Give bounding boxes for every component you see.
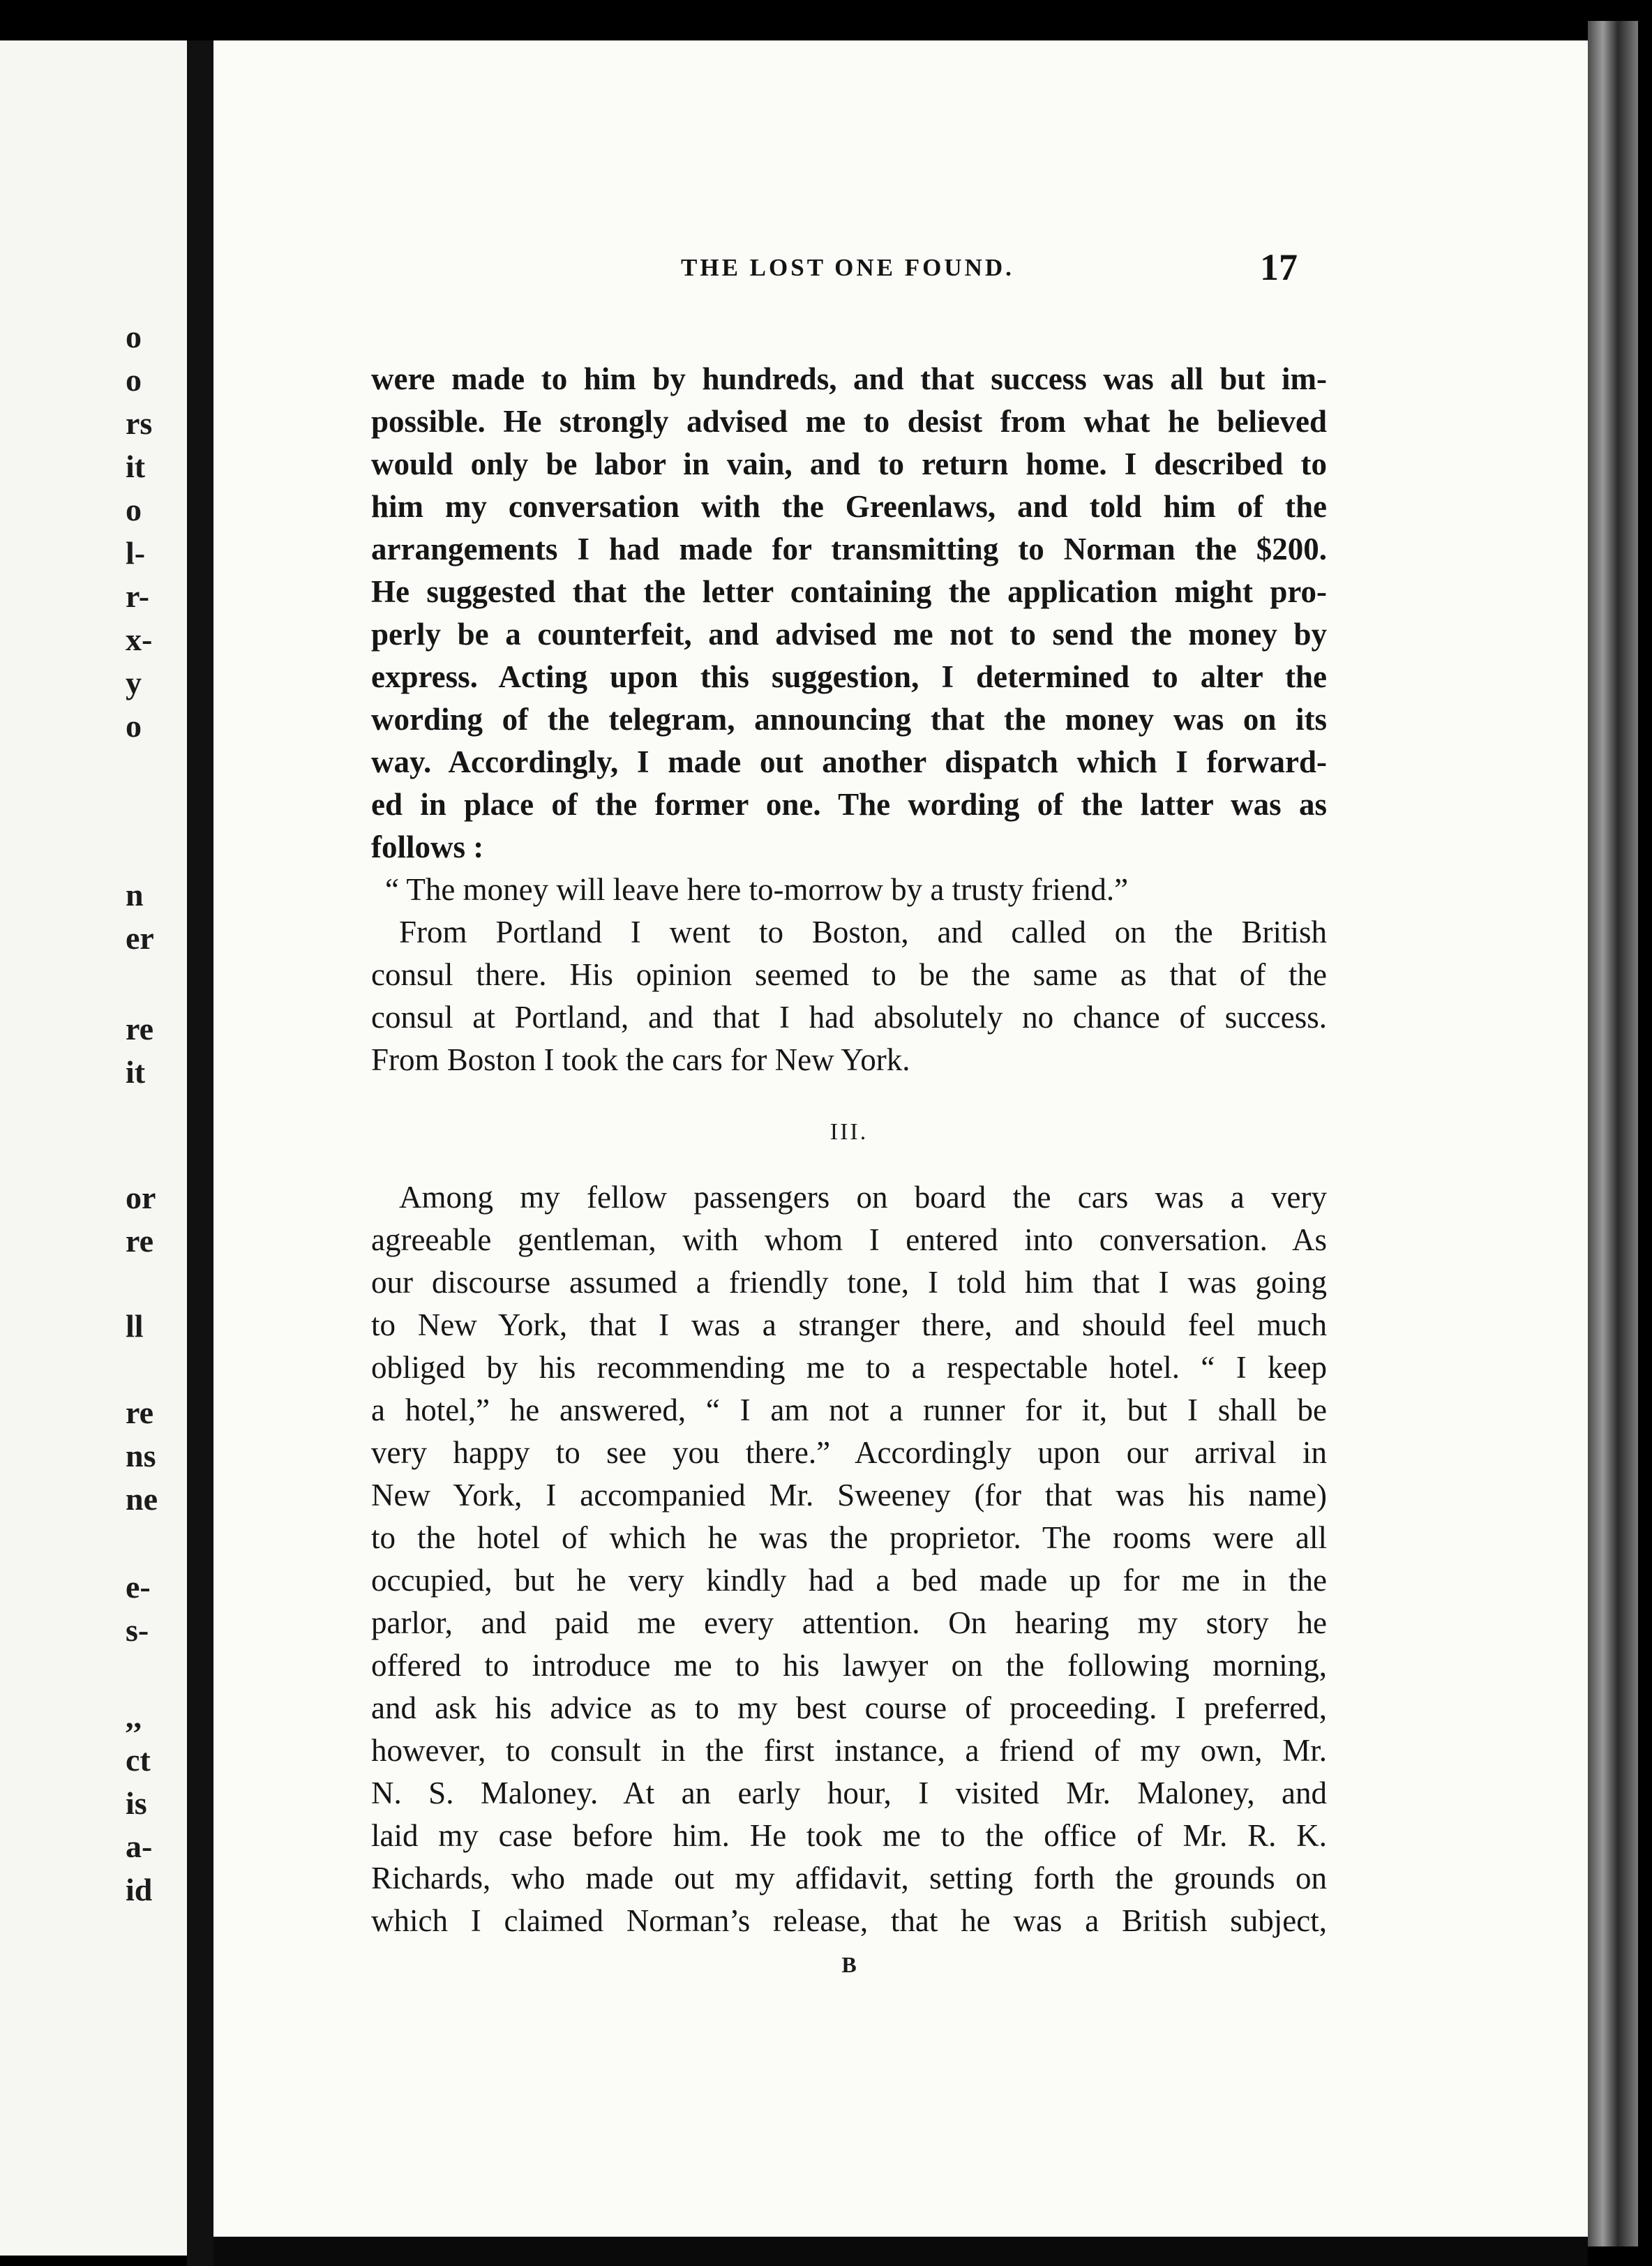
text-line: From Boston I took the cars for New York.	[371, 1042, 910, 1077]
running-head	[213, 246, 1588, 306]
text-line: From Portland I went to Boston, and called on the British	[399, 915, 1327, 950]
edge-fragment: y	[126, 665, 142, 700]
text-line: to the hotel of which he was the proprietor. The rooms were all	[371, 1520, 1327, 1555]
bottom-shadow	[213, 2237, 1588, 2266]
text-line: He suggested that the letter containing the application might pro-	[371, 574, 1327, 609]
edge-fragment: re	[126, 1011, 154, 1046]
page-number: 17	[1260, 246, 1298, 288]
edge-fragment: ct	[126, 1742, 151, 1778]
left-facing-page	[0, 40, 188, 2256]
text-line: Richards, who made out my affidavit, setting forth the grounds on	[371, 1861, 1327, 1896]
text-line: however, to consult in the first instance, a friend of my own, Mr.	[371, 1733, 1327, 1768]
edge-fragment: rs	[126, 405, 153, 441]
edge-fragment: is	[126, 1785, 147, 1821]
text-line: follows :	[371, 830, 484, 864]
edge-fragment: re	[126, 1395, 154, 1430]
text-line: offered to introduce me to his lawyer on the following morning,	[371, 1648, 1327, 1683]
right-book-page	[213, 40, 1588, 2238]
edge-fragment: o	[126, 708, 142, 744]
paragraph-2	[371, 911, 1327, 1081]
text-line: laid my case before him. He took me to the office of Mr. R. K.	[371, 1818, 1327, 1853]
text-line: and ask his advice as to my best course of proceeding. I preferred,	[371, 1690, 1327, 1725]
running-title: THE LOST ONE FOUND.	[681, 254, 1014, 281]
edge-fragment: a-	[126, 1829, 153, 1864]
edge-fragment: ne	[126, 1481, 158, 1517]
edge-fragment: ll	[126, 1308, 144, 1344]
edge-fragment: id	[126, 1872, 153, 1907]
edge-fragment: ns	[126, 1438, 156, 1473]
text-line: consul at Portland, and that I had absolutely no chance of success.	[371, 1000, 1327, 1035]
book-gutter	[187, 40, 216, 2266]
edge-fragment: o	[126, 492, 142, 527]
quote-line: “ The money will leave here to-morrow by a trusty friend.”	[385, 872, 1129, 907]
edge-fragment: ,,	[126, 1699, 142, 1734]
text-line: express. Acting upon this suggestion, I determined to alter the	[371, 659, 1327, 694]
edge-fragment: re	[126, 1223, 154, 1259]
edge-fragment: it	[126, 1054, 146, 1090]
paragraph-3	[371, 1176, 1327, 1942]
text-line: very happy to see you there.” Accordingly upon our arrival in	[371, 1435, 1327, 1470]
text-line: him my conversation with the Greenlaws, and told him of the	[371, 489, 1327, 524]
signature-mark: B	[841, 1952, 857, 1977]
text-line: a hotel,” he answered, “ I am not a runner for it, but I shall be	[371, 1393, 1327, 1427]
text-line: agreeable gentleman, with whom I entered into conversation. As	[371, 1222, 1327, 1257]
edge-fragment: x-	[126, 622, 153, 657]
quoted-telegram	[371, 869, 1327, 911]
text-line: obliged by his recommending me to a respectable hotel. “ I keep	[371, 1350, 1327, 1385]
edge-fragment: or	[126, 1180, 156, 1215]
section-number: III.	[829, 1119, 869, 1145]
edge-fragment: s-	[126, 1612, 149, 1648]
edge-fragment: n	[126, 877, 144, 913]
text-line: wording of the telegram, announcing that the money was on its	[371, 702, 1327, 737]
edge-fragment: o	[126, 362, 142, 398]
text-line: parlor, and paid me every attention. On hearing my story he	[371, 1605, 1327, 1640]
page-body	[371, 358, 1327, 1978]
text-line: N. S. Maloney. At an early hour, I visited Mr. Maloney, and	[371, 1776, 1327, 1810]
text-line: to New York, that I was a stranger there, and should feel much	[371, 1307, 1327, 1342]
text-line: ed in place of the former one. The wording of the latter was as	[371, 787, 1327, 822]
text-line: Among my fellow passengers on board the cars was a very	[399, 1180, 1327, 1215]
paragraph-1	[371, 358, 1327, 869]
text-line: New York, I accompanied Mr. Sweeney (for that was his name)	[371, 1478, 1327, 1513]
text-line: perly be a counterfeit, and advised me not to send the money by	[371, 617, 1327, 652]
text-line: which I claimed Norman’s release, that he was a British subject,	[371, 1903, 1327, 1938]
text-line: would only be labor in vain, and to return home. I described to	[371, 447, 1327, 481]
text-line: consul there. His opinion seemed to be the same as that of the	[371, 957, 1327, 992]
text-line: possible. He strongly advised me to desist from what he believed	[371, 404, 1327, 439]
page-stack-edge	[1588, 21, 1638, 2246]
edge-fragment: it	[126, 449, 146, 484]
edge-fragment: e-	[126, 1569, 151, 1605]
text-line: our discourse assumed a friendly tone, I told him that I was going	[371, 1265, 1327, 1300]
text-line: occupied, but he very kindly had a bed made up for me in the	[371, 1563, 1327, 1598]
edge-fragment: o	[126, 319, 142, 354]
edge-fragment: l-	[126, 535, 146, 571]
edge-fragment: r-	[126, 578, 150, 614]
text-line: were made to him by hundreds, and that success was all but im-	[371, 361, 1327, 396]
edge-fragment: er	[126, 920, 154, 956]
text-line: way. Accordingly, I made out another dispatch which I forward-	[371, 744, 1327, 779]
text-line: arrangements I had made for transmitting to Norman the $200.	[371, 532, 1327, 566]
